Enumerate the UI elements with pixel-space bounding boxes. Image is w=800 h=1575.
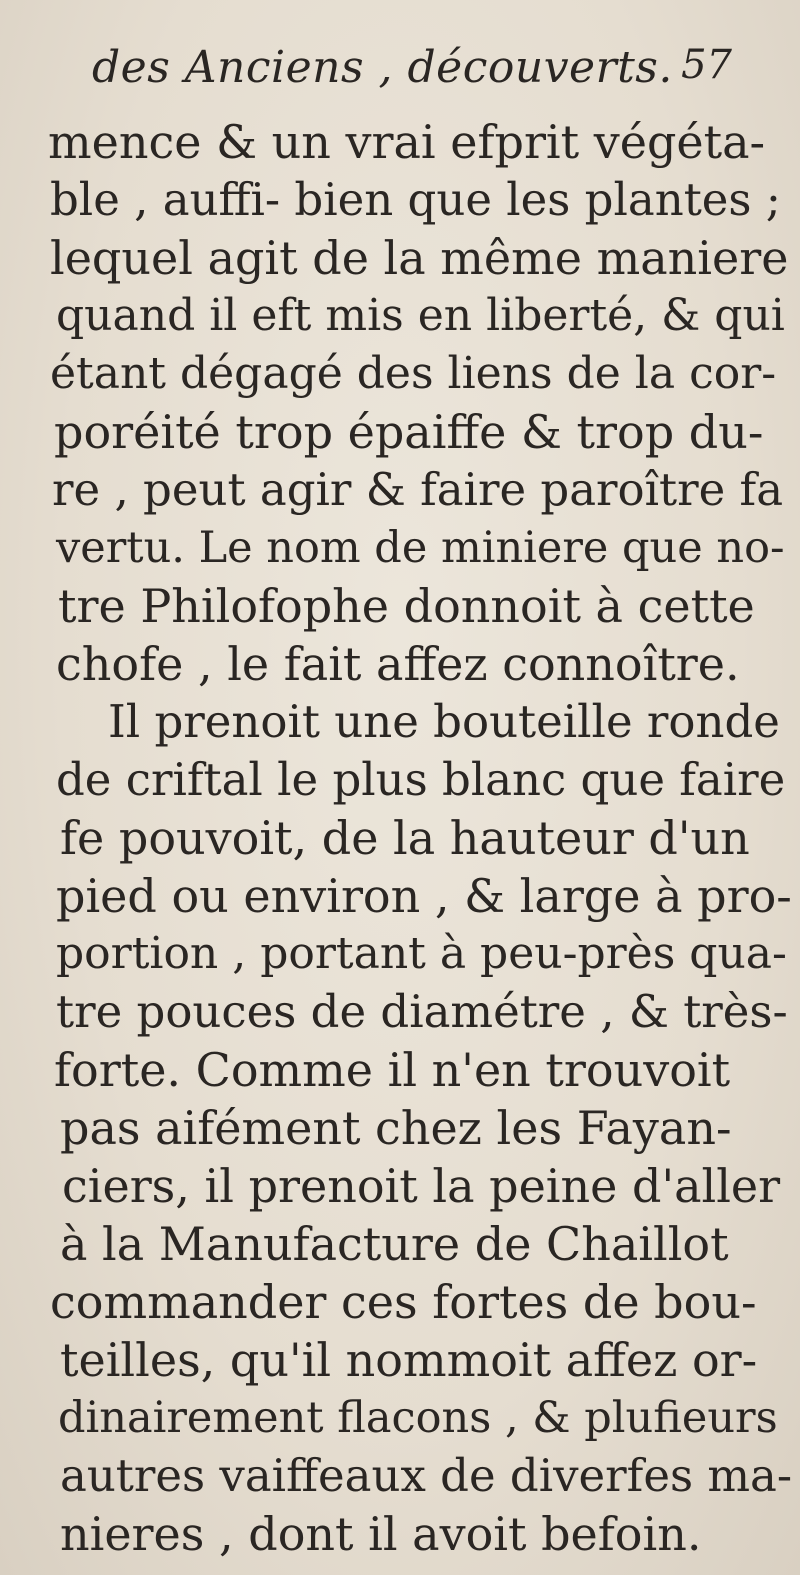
text-line: re , peut agir & faire paroître fa bbox=[52, 463, 784, 516]
text-line: étant dégagé des liens de la cor- bbox=[50, 348, 777, 399]
text-line: ble , auffi- bien que les plantes ; bbox=[50, 173, 781, 226]
text-line: de criftal le plus blanc que faire bbox=[56, 753, 786, 806]
text-line: autres vaiffeaux de diverfes ma- bbox=[60, 1449, 793, 1502]
text-line: ciers, il prenoit la peine d'aller bbox=[62, 1159, 781, 1213]
text-line: chofe , le fait affez connoître. bbox=[56, 637, 740, 691]
text-line: poréité trop épaiffe & trop du- bbox=[54, 405, 764, 459]
running-title: des Anciens , découverts. bbox=[92, 42, 673, 93]
text-line: dinairement flacons , & plufieurs bbox=[58, 1393, 778, 1443]
text-line: à la Manufacture de Chaillot bbox=[60, 1217, 729, 1271]
text-line: Il prenoit une bouteille ronde bbox=[108, 695, 780, 748]
text-line: lequel agit de la même maniere bbox=[50, 231, 789, 285]
text-line: pas aifément chez les Fayan- bbox=[60, 1101, 732, 1155]
text-line: portion , portant à peu-près qua- bbox=[56, 928, 787, 979]
text-line: forte. Comme il n'en trouvoit bbox=[54, 1043, 731, 1097]
text-line: fe pouvoit, de la hauteur d'un bbox=[60, 811, 750, 865]
text-line: vertu. Le nom de miniere que no- bbox=[56, 523, 785, 573]
text-line: nieres , dont il avoit befoin. bbox=[60, 1507, 702, 1561]
text-line: tre Philofophe donnoit à cette bbox=[58, 579, 755, 633]
text-line: commander ces fortes de bou- bbox=[50, 1275, 757, 1329]
text-line: quand il eft mis en liberté, & qui bbox=[56, 290, 785, 341]
page-header bbox=[92, 42, 732, 102]
text-line: tre pouces de diamétre , & très- bbox=[56, 985, 788, 1038]
page-number: 57 bbox=[681, 42, 732, 88]
text-line: teilles, qu'il nommoit affez or- bbox=[60, 1333, 758, 1387]
text-line: mence & un vrai efprit végéta- bbox=[48, 115, 766, 169]
text-line: pied ou environ , & large à pro- bbox=[56, 869, 792, 923]
